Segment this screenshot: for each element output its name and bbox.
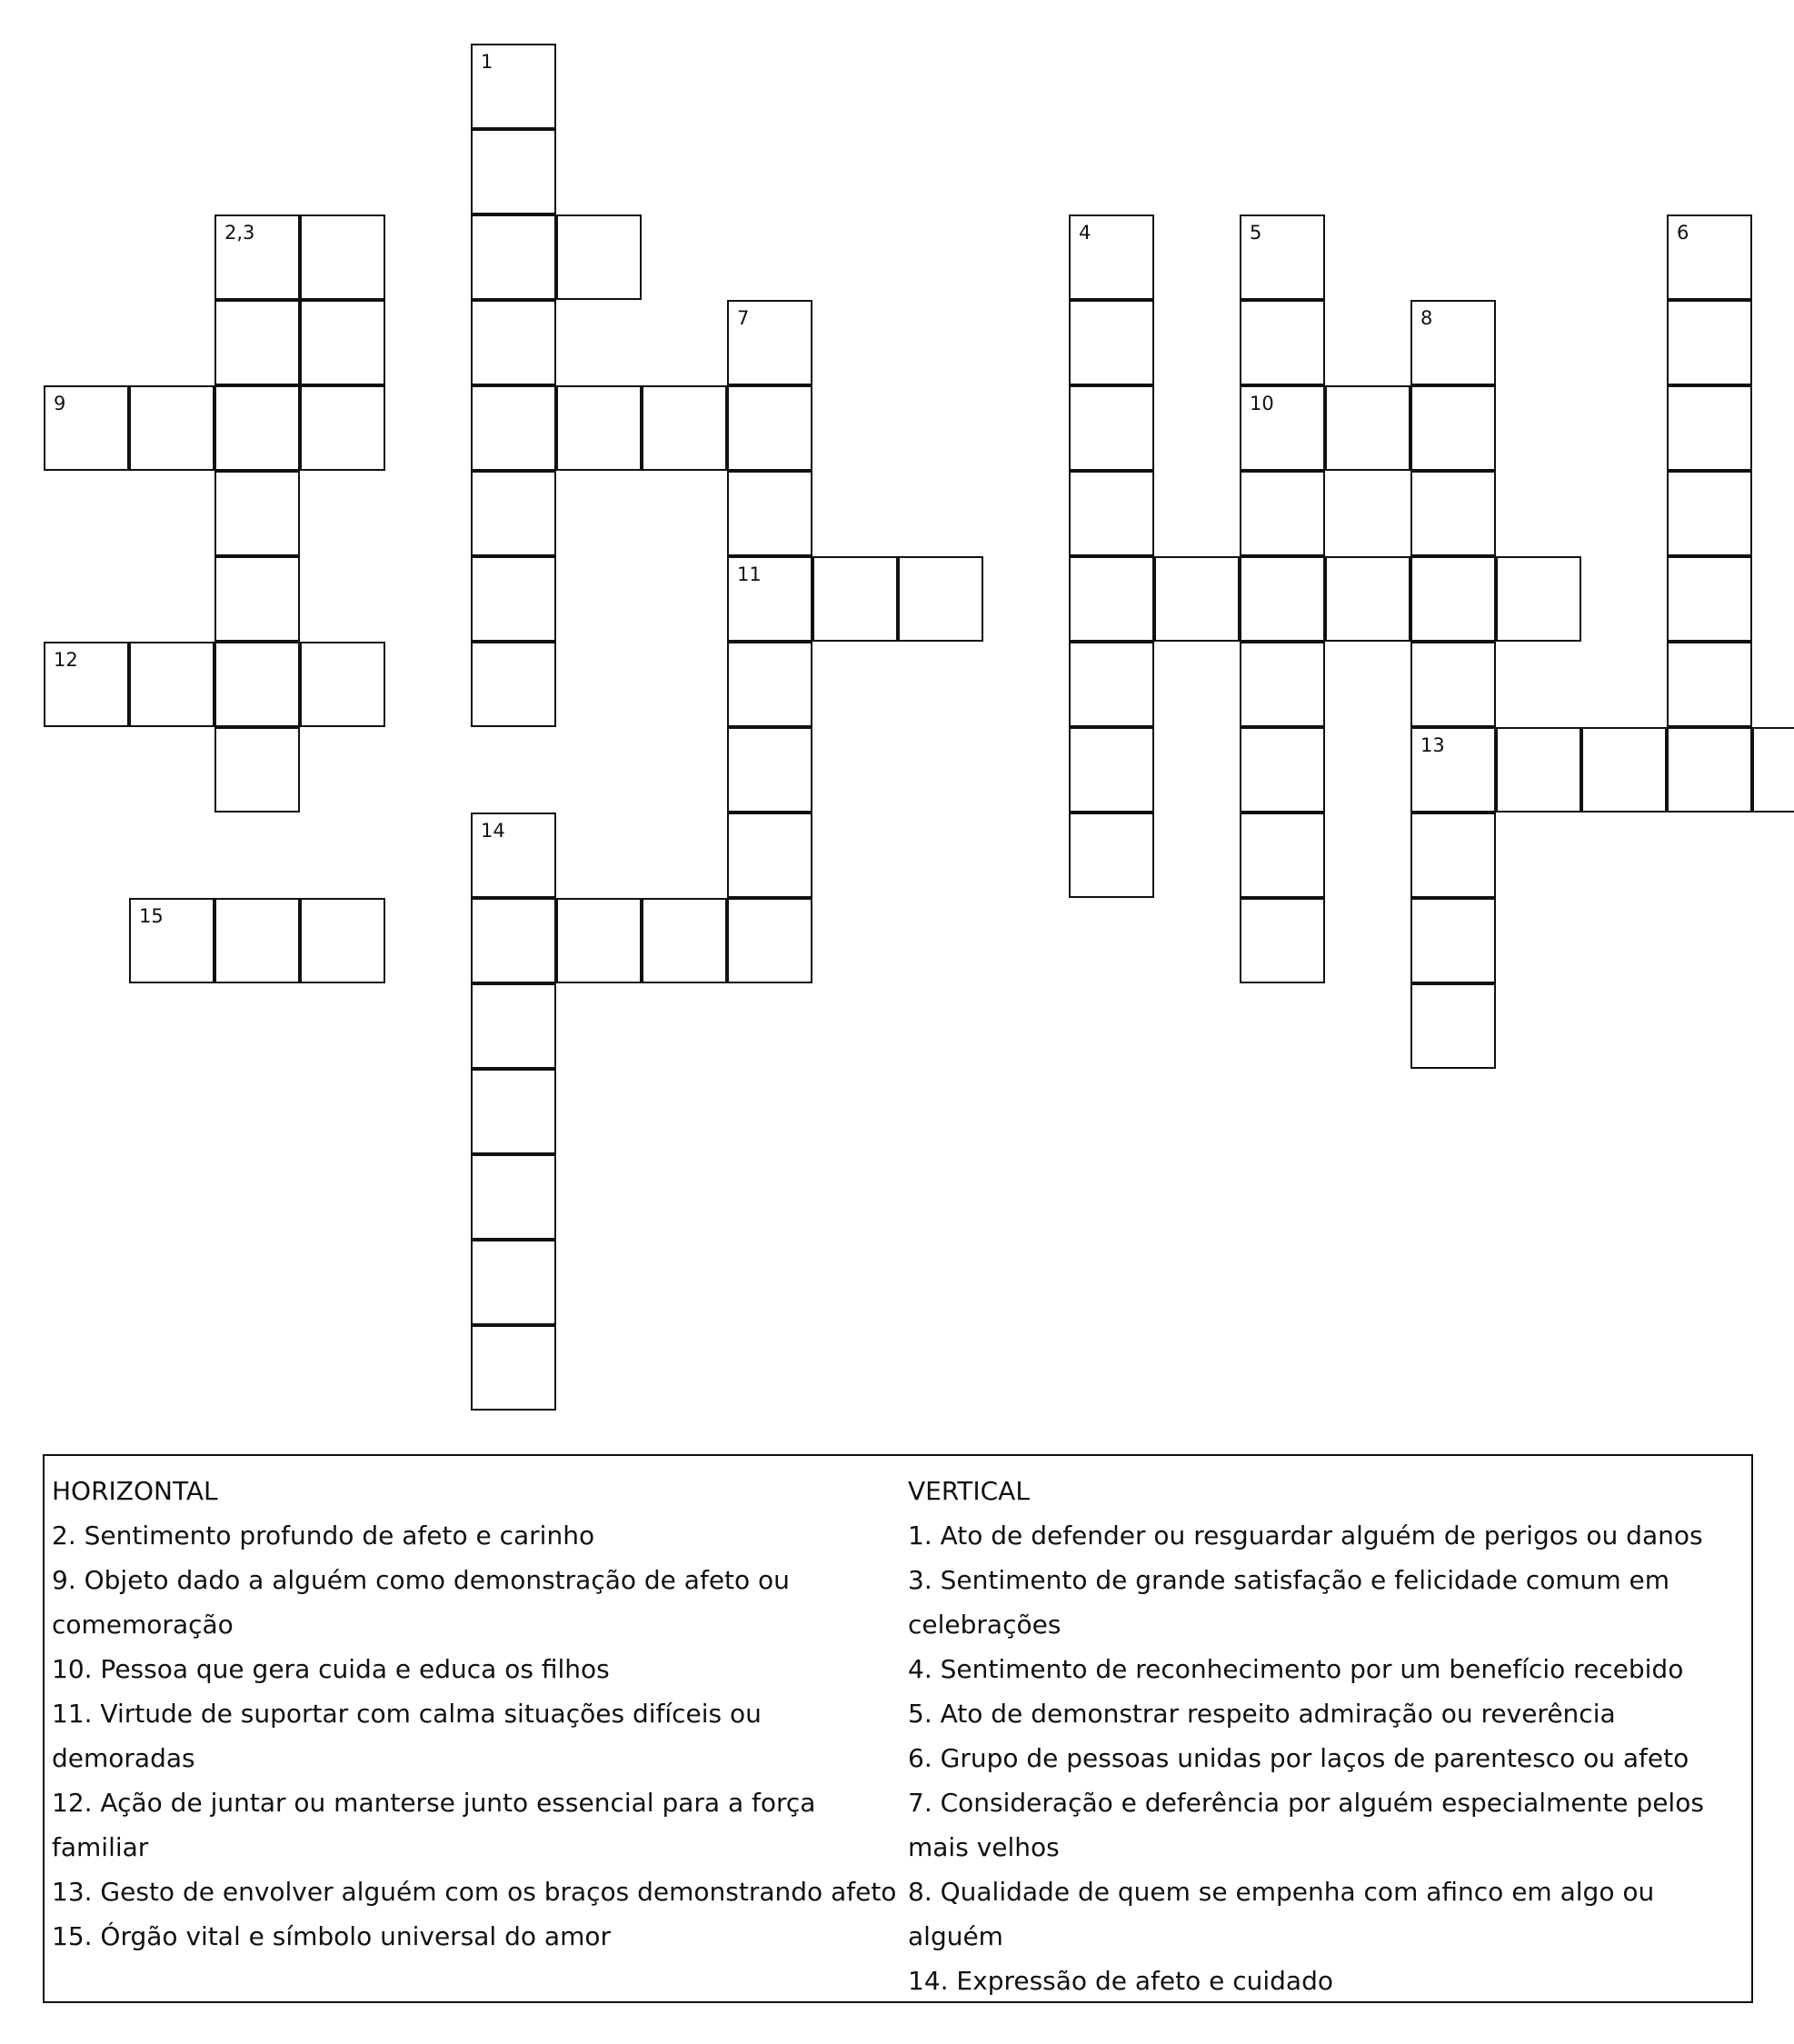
grid-cell[interactable]	[1667, 727, 1752, 813]
grid-cell[interactable]	[727, 300, 812, 385]
clue-horizontal-2: 2. Sentimento profundo de afeto e carinho	[52, 1521, 595, 1550]
grid-cell[interactable]	[471, 300, 556, 385]
grid-cell[interactable]	[471, 129, 556, 214]
grid-cell[interactable]	[471, 1325, 556, 1411]
clue-vertical-8: 8. Qualidade de quem se empenha com afinco em algo ou alguém	[908, 1877, 1655, 1951]
grid-cell[interactable]	[727, 813, 812, 898]
clue-number: 9	[54, 393, 66, 414]
grid-cell[interactable]	[214, 898, 300, 983]
grid-cell[interactable]	[1667, 385, 1752, 471]
grid-cell[interactable]	[1154, 556, 1240, 642]
grid-cell[interactable]	[1410, 983, 1496, 1069]
grid-cell[interactable]	[1752, 727, 1794, 813]
vertical-clues	[908, 1469, 1749, 2003]
grid-cell[interactable]	[1325, 385, 1410, 471]
clue-horizontal-11: 11. Virtude de suportar com calma situações difíceis ou demoradas	[52, 1699, 762, 1773]
clue-horizontal-12: 12. Ação de juntar ou manterse junto essencial para a força familiar	[52, 1788, 816, 1862]
clue-number: 13	[1420, 734, 1445, 756]
clue-vertical-4: 4. Sentimento de reconhecimento por um benefício recebido	[908, 1654, 1684, 1684]
grid-cell[interactable]	[1410, 642, 1496, 727]
grid-cell[interactable]	[642, 385, 727, 471]
grid-cell[interactable]	[1069, 727, 1154, 813]
grid-cell[interactable]	[1667, 642, 1752, 727]
grid-cell[interactable]	[471, 642, 556, 727]
grid-cell[interactable]	[129, 898, 214, 983]
clues-panel	[43, 1454, 1753, 2003]
clue-horizontal-10: 10. Pessoa que gera cuida e educa os filhos	[52, 1654, 610, 1684]
clue-number: 2,3	[224, 222, 255, 244]
grid-cell[interactable]	[471, 214, 556, 300]
horizontal-clues	[52, 1469, 902, 1959]
grid-cell[interactable]	[300, 385, 385, 471]
grid-cell[interactable]	[1325, 556, 1410, 642]
grid-cell[interactable]	[1240, 898, 1325, 983]
grid-cell[interactable]	[1240, 214, 1325, 300]
grid-cell[interactable]	[1069, 813, 1154, 898]
grid-cell[interactable]	[1410, 727, 1496, 813]
grid-cell[interactable]	[300, 642, 385, 727]
grid-cell[interactable]	[214, 300, 300, 385]
clue-vertical-6: 6. Grupo de pessoas unidas por laços de parentesco ou afeto	[908, 1743, 1689, 1773]
grid-cell[interactable]	[1069, 642, 1154, 727]
grid-cell[interactable]	[471, 44, 556, 129]
grid-cell[interactable]	[1240, 385, 1325, 471]
grid-cell[interactable]	[727, 642, 812, 727]
grid-cell[interactable]	[214, 471, 300, 556]
grid-cell[interactable]	[1069, 214, 1154, 300]
grid-cell[interactable]	[1069, 556, 1154, 642]
grid-cell[interactable]	[727, 727, 812, 813]
grid-cell[interactable]	[214, 642, 300, 727]
grid-cell[interactable]	[1240, 813, 1325, 898]
grid-cell[interactable]	[471, 898, 556, 983]
clue-number: 14	[481, 820, 505, 842]
clue-vertical-14: 14. Expressão de afeto e cuidado	[908, 1966, 1333, 1996]
clue-vertical-1: 1. Ato de defender ou resguardar alguém de perigos ou danos	[908, 1521, 1703, 1550]
grid-cell[interactable]	[1240, 300, 1325, 385]
grid-cell[interactable]	[44, 642, 129, 727]
grid-cell[interactable]	[300, 214, 385, 300]
clue-number: 8	[1420, 307, 1433, 329]
grid-cell[interactable]	[471, 983, 556, 1069]
clue-vertical-5: 5. Ato de demonstrar respeito admiração ou reverência	[908, 1699, 1616, 1729]
grid-cell[interactable]	[1667, 556, 1752, 642]
grid-cell[interactable]	[471, 556, 556, 642]
grid-cell[interactable]	[471, 385, 556, 471]
grid-cell[interactable]	[1667, 214, 1752, 300]
grid-cell[interactable]	[812, 556, 898, 642]
grid-cell[interactable]	[471, 471, 556, 556]
clue-number: 12	[54, 649, 78, 671]
grid-cell[interactable]	[898, 556, 983, 642]
grid-cell[interactable]	[1496, 727, 1581, 813]
grid-cell[interactable]	[727, 556, 812, 642]
clue-number: 5	[1250, 222, 1262, 244]
clue-horizontal-15: 15. Órgão vital e símbolo universal do amor	[52, 1921, 611, 1951]
grid-cell[interactable]	[1667, 300, 1752, 385]
grid-cell[interactable]	[471, 1240, 556, 1325]
grid-cell[interactable]	[1069, 300, 1154, 385]
grid-cell[interactable]	[214, 556, 300, 642]
grid-cell[interactable]	[727, 385, 812, 471]
grid-cell[interactable]	[1240, 642, 1325, 727]
clue-number: 7	[737, 307, 750, 329]
clue-vertical-3: 3. Sentimento de grande satisfação e felicidade comum em celebrações	[908, 1565, 1670, 1640]
grid-cell[interactable]	[1410, 300, 1496, 385]
grid-cell[interactable]	[727, 898, 812, 983]
grid-cell[interactable]	[1496, 556, 1581, 642]
grid-cell[interactable]	[556, 898, 642, 983]
clue-number: 4	[1079, 222, 1091, 244]
grid-cell[interactable]	[1069, 471, 1154, 556]
clue-number: 1	[481, 51, 493, 73]
grid-cell[interactable]	[556, 214, 642, 300]
clue-horizontal-13: 13. Gesto de envolver alguém com os braços demonstrando afeto	[52, 1877, 897, 1907]
grid-cell[interactable]	[300, 898, 385, 983]
grid-cell[interactable]	[1410, 471, 1496, 556]
grid-cell[interactable]	[471, 1154, 556, 1240]
grid-cell[interactable]	[642, 898, 727, 983]
grid-cell[interactable]	[1667, 471, 1752, 556]
grid-cell[interactable]	[44, 385, 129, 471]
vertical-title: VERTICAL	[908, 1476, 1030, 1506]
grid-cell[interactable]	[1410, 898, 1496, 983]
grid-cell[interactable]	[1410, 385, 1496, 471]
horizontal-title: HORIZONTAL	[52, 1476, 218, 1506]
clue-horizontal-9: 9. Objeto dado a alguém como demonstração de afeto ou comemoração	[52, 1565, 790, 1640]
grid-cell[interactable]	[1069, 385, 1154, 471]
grid-cell[interactable]	[214, 385, 300, 471]
grid-cell[interactable]	[471, 813, 556, 898]
clue-vertical-7: 7. Consideração e deferência por alguém especialmente pelos mais velhos	[908, 1788, 1704, 1862]
grid-cell[interactable]	[1240, 471, 1325, 556]
grid-cell[interactable]	[129, 385, 214, 471]
clue-number: 15	[139, 905, 164, 927]
clue-number: 10	[1250, 393, 1274, 414]
grid-cell[interactable]	[300, 300, 385, 385]
clue-number: 11	[737, 563, 762, 585]
grid-cell[interactable]	[727, 471, 812, 556]
grid-cell[interactable]	[129, 642, 214, 727]
grid-cell[interactable]	[1240, 556, 1325, 642]
grid-cell[interactable]	[214, 214, 300, 300]
grid-cell[interactable]	[1581, 727, 1667, 813]
clue-number: 6	[1677, 222, 1689, 244]
grid-cell[interactable]	[556, 385, 642, 471]
grid-cell[interactable]	[1410, 556, 1496, 642]
grid-cell[interactable]	[214, 727, 300, 813]
grid-cell[interactable]	[1410, 813, 1496, 898]
grid-cell[interactable]	[1240, 727, 1325, 813]
grid-cell[interactable]	[471, 1069, 556, 1154]
